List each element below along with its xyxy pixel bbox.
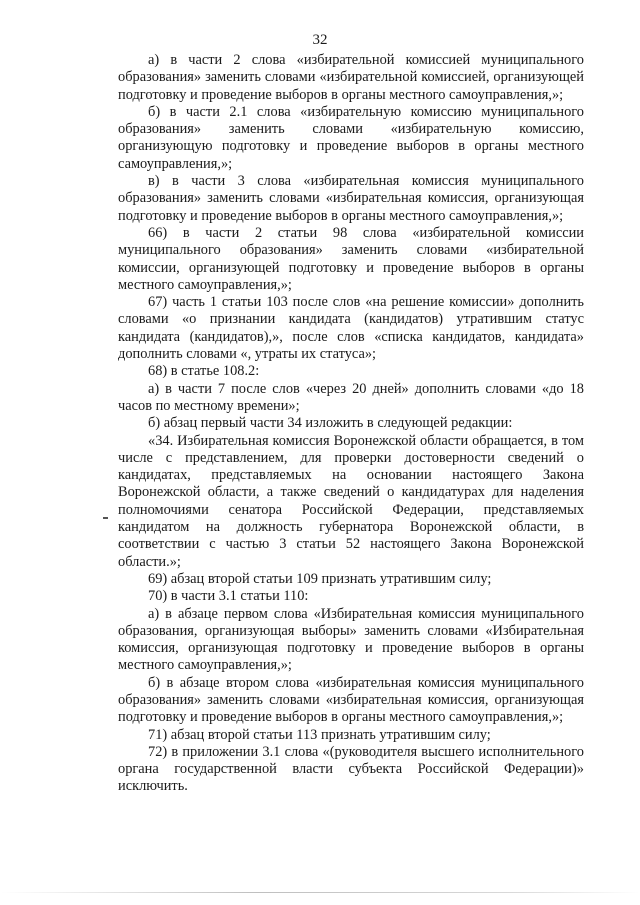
scan-artifact-mark <box>103 517 108 519</box>
paragraph-68b-quote: «34. Избирательная комиссия Воронежской области обращается, в том числе с представлением, для проверки достоверности сведений о кандидатах, представляемых на основании настоящего Закона Воронежской области, а также сведений о кандидатурах для наделения полномочиями сенатора Российской Федерации, представляемых кандидатом на должность губернатора Воронежской области, в соответствии с частью 3 статьи 52 настоящего Закона Воронежской области.»; <box>118 432 584 570</box>
document-body <box>118 52 584 796</box>
paragraph-72: 72) в приложении 3.1 слова «(руководителя высшего исполнительного органа государственной власти субъекта Российской Федерации)» исключить. <box>118 743 584 795</box>
paragraph-65c: в) в части 3 слова «избирательная комиссия муниципального образования» заменить словами «избирательная комиссия, организующая подготовку и проведение выборов в органы местного самоуправления,»; <box>118 173 584 224</box>
paragraph-67: 67) часть 1 статьи 103 после слов «на решение комиссии» дополнить словами «о признании кандидата (кандидатов) утратившим статус кандидата (кандидатов),», после слов «списка кандидатов, кандидата» дополнить словами «, утраты их статуса»; <box>118 294 584 363</box>
paragraph-69: 69) абзац второй статьи 109 признать утратившим силу; <box>148 570 492 587</box>
paragraph-68a: а) в части 7 после слов «через 20 дней» дополнить словами «до 18 часов по местному времени»; <box>118 380 584 414</box>
paragraph-65b: б) в части 2.1 слова «избирательную комиссию муниципального образования» заменить словами «избирательную комиссию, организующую подготовку и проведение выборов в органы местного самоуправления,»; <box>118 103 584 172</box>
page-number: 32 <box>312 32 328 48</box>
paragraph-70a: а) в абзаце первом слова «Избирательная комиссия муниципального образования, организующая выборы» заменить словами «Избирательная комиссия, организующая подготовку и проведение выборов в органы местного самоуправления,»; <box>118 605 584 674</box>
paragraph-70: 70) в части 3.1 статьи 110: <box>148 588 309 605</box>
paragraph-68: 68) в статье 108.2: <box>148 363 260 380</box>
paragraph-71: 71) абзац второй статьи 113 признать утратившим силу; <box>148 726 491 743</box>
paragraph-65a: а) в части 2 слова «избирательной комиссией муниципального образования» заменить словами «избирательной комиссией, организующей подготовку и проведение выборов в органы местного самоуправления,»; <box>118 52 584 103</box>
paragraph-66: 66) в части 2 статьи 98 слова «избирательной комиссии муниципального образования» заменить словами «избирательной комиссии, организующей подготовку и проведение выборов в органы местного самоуправления,»; <box>118 224 584 293</box>
scan-bottom-edge <box>0 892 640 893</box>
paragraph-70b: б) в абзаце втором слова «избирательная комиссия муниципального образования» заменить словами «избирательная комиссия, организующая подготовку и проведение выборов в органы местного самоуправления,»; <box>118 674 584 726</box>
paragraph-68b: б) абзац первый части 34 изложить в следующей редакции: <box>148 415 513 432</box>
